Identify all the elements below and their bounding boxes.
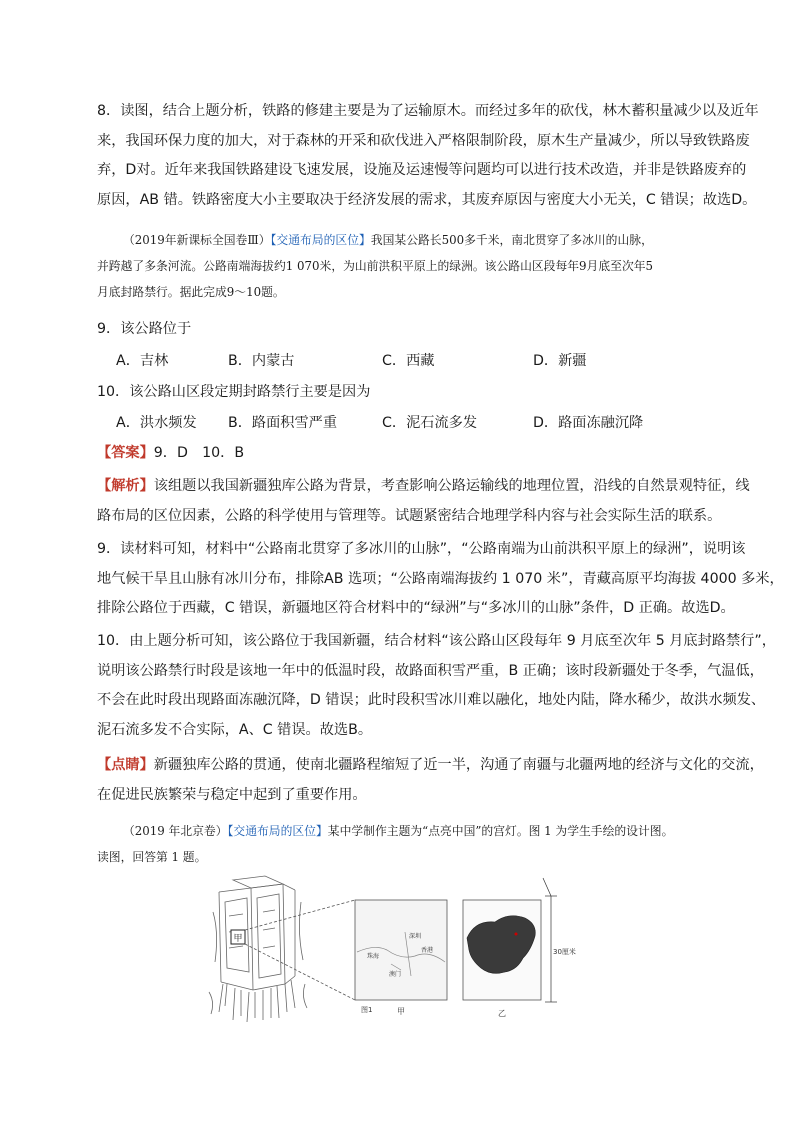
map-label-zhuhai: 珠海 [367, 953, 380, 960]
material-2-line [97, 818, 717, 844]
option-c: C．西藏 [382, 353, 435, 369]
explanation-9 [97, 535, 784, 624]
analysis-line [97, 472, 750, 502]
highlight-line [97, 751, 764, 781]
option-d: D．路面冻融沉降 [533, 415, 644, 431]
option-b: B．路面积雪严重 [228, 415, 338, 431]
analysis-text: 该组题以我国新疆独库公路为背景，考查影响公路运输线的地理位置，沿线的自然景观特征，线 [153, 478, 750, 494]
panel-jia-label: 甲 [397, 1007, 405, 1016]
material-2-line: 读图，回答第 1 题。 [97, 850, 207, 864]
figure-1-lantern-design [205, 872, 595, 1022]
material-1-line: 并跨越了多条河流。公路南端海拔约1 070米，为山前洪积平原上的绿洲。该公路山区段每年9月底至次年5 [97, 259, 654, 273]
answer-8-line: 原因，AB 错。铁路密度大小主要取决于经济发展的需求，其废弃原因与密度大小无关，C 错误；故选D。 [97, 191, 757, 208]
option-d: D．新疆 [533, 353, 587, 369]
analysis-paragraph [97, 472, 750, 531]
connector-lines [245, 900, 355, 1000]
beijing-marker-icon [515, 933, 518, 936]
analysis-label: 【解析】 [97, 478, 154, 494]
explanation-10-line: 10．由上题分析可知，该公路位于我国新疆，结合材料“该公路山区段每年 9 月底至次年 5 月底封路禁行”， [97, 633, 776, 649]
answer-text: 9．D 10．B [153, 445, 245, 461]
explanation-9-line: 地气候干旱且山脉有冰川分布，排除AB 选项；“公路南端海拔约 1 070 米”，青藏高原平均海拔 4000 多米， [97, 570, 784, 587]
figure-caption: 图1 [361, 1006, 373, 1014]
material-1-source: （2019年新课标全国卷Ⅲ） [122, 233, 271, 247]
material-1 [97, 227, 717, 305]
explanation-10-line: 不会在此时段出现路面冻融沉降，D 错误；此时段积雪冰川难以融化，地处内陆，降水稀少，故洪水频发、 [97, 692, 766, 708]
option-c: C．泥石流多发 [382, 415, 478, 431]
map-label-hongkong: 香港 [421, 947, 434, 954]
option-b: B．内蒙古 [228, 353, 295, 369]
material-1-line: 月底封路禁行。据此完成9～10题。 [97, 285, 285, 299]
map-label-macau: 澳门 [389, 971, 402, 978]
answer-8-line: 8．读图，结合上题分析，铁路的修建主要是为了运输原木。而经过多年的砍伐，林木蓄积量减少以及近年 [97, 103, 759, 119]
material-2-text: 某中学制作主题为“点亮中国”的宫灯。图 1 为学生手绘的设计图。 [327, 824, 674, 838]
explanation-9-line: 9．读材料可知，材料中“公路南北贯穿了多冰川的山脉”，“公路南端为山前洪积平原上的绿洲”，说明该 [97, 541, 746, 557]
explanation-10-line: 泥石流多发不合实际，A、C 错误。故选B。 [97, 721, 373, 738]
height-dimension [543, 878, 557, 1002]
answer-8-paragraph [97, 97, 759, 215]
material-1-tag: 【交通布局的区位】 [270, 233, 371, 247]
lantern-panel-label: 甲 [233, 934, 243, 944]
map-label-shenzhen: 深圳 [409, 933, 422, 940]
answer-8-line: 来，我国环保力度的加大，对于森林的开采和砍伐进入严格限制阶段，原木生产量减少，所以导致铁路废 [97, 132, 750, 149]
explanation-9-line: 排除公路位于西藏，C 错误，新疆地区符合材料中的“绿洲”与“多冰川的山脉”条件，D 正确。故选D。 [97, 600, 735, 616]
material-2 [97, 818, 717, 870]
material-1-text: 我国某公路长500多千米，南北贯穿了多冰川的山脉， [370, 233, 653, 247]
answer-8-line: 弃，D对。近年来我国铁路建设飞速发展，设施及运速慢等问题均可以进行技术改造，并非是铁路废弃的 [97, 162, 747, 178]
lantern-sketch-icon [209, 876, 307, 1022]
answer-label: 【答案】 [97, 445, 154, 461]
answer-line [97, 441, 244, 465]
material-2-tag: 【交通布局的区位】 [227, 824, 328, 838]
question-10-stem: 10．该公路山区段定期封路禁行主要是因为 [97, 384, 371, 400]
option-a: A．吉林 [116, 353, 169, 369]
analysis-line: 路布局的区位因素，公路的科学使用与管理等。试题紧密结合地理学科内容与社会实际生活的联系。 [97, 507, 722, 524]
material-1-line [97, 227, 717, 253]
explanation-10 [97, 627, 776, 745]
highlight-paragraph [97, 751, 764, 810]
panel-jia-map [355, 900, 447, 1000]
highlight-text: 新疆独库公路的贯通，使南北疆路程缩短了近一半，沟通了南疆与北疆两地的经济与文化的交流， [153, 757, 764, 773]
highlight-label: 【点睛】 [97, 757, 154, 773]
height-label: 30厘米 [553, 948, 576, 956]
panel-yi-label: 乙 [498, 1009, 506, 1018]
explanation-10-line: 说明该公路禁行时段是该地一年中的低温时段，故路面积雪严重，B 正确；该时段新疆处于冬季，气温低， [97, 662, 764, 679]
question-9-stem: 9．该公路位于 [97, 321, 192, 337]
option-a: A．洪水频发 [116, 415, 197, 431]
material-2-source: （2019 年北京卷） [122, 824, 228, 838]
highlight-line: 在促进民族繁荣与稳定中起到了重要作用。 [97, 786, 367, 803]
